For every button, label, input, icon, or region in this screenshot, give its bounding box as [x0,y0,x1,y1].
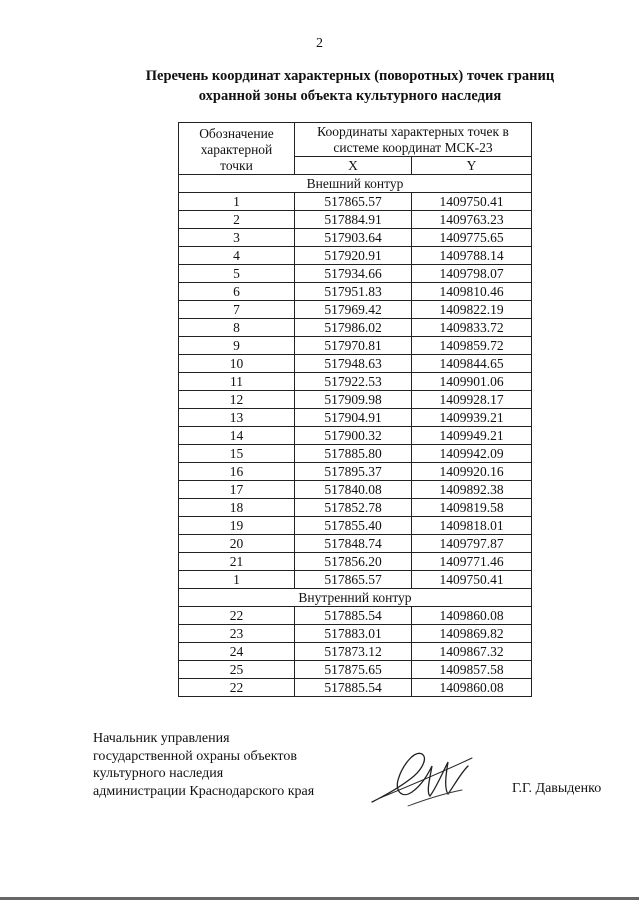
table-row [179,265,532,283]
y-coordinate-cell: 1409939.21 [412,409,532,427]
position-line: администрации Краснодарского края [93,783,315,799]
table-row [179,211,532,229]
x-coordinate-cell: 517883.01 [295,625,412,643]
table-row [179,247,532,265]
point-number-cell: 21 [179,553,295,571]
point-number-cell: 4 [179,247,295,265]
x-coordinate-cell: 517903.64 [295,229,412,247]
x-coordinate-cell: 517840.08 [295,481,412,499]
table-row [179,517,532,535]
title-line-2: охранной зоны объекта культурного наследия [198,88,502,104]
x-coordinate-cell: 517875.65 [295,661,412,679]
table-row [179,427,532,445]
point-number-cell: 16 [179,463,295,481]
table-row [179,193,532,211]
point-number-cell: 12 [179,391,295,409]
x-coordinate-cell: 517934.66 [295,265,412,283]
col1-header-line: Обозначение [199,126,274,141]
y-coordinate-cell: 1409892.38 [412,481,532,499]
x-coordinate-cell: 517856.20 [295,553,412,571]
point-number-cell: 3 [179,229,295,247]
table-row [179,463,532,481]
table-row [179,661,532,679]
y-coordinate-cell: 1409775.65 [412,229,532,247]
point-number-cell: 14 [179,427,295,445]
x-coordinate-cell: 517986.02 [295,319,412,337]
table-row [179,481,532,499]
x-coordinate-cell: 517920.91 [295,247,412,265]
point-number-cell: 18 [179,499,295,517]
point-number-cell: 22 [179,607,295,625]
x-coordinate-cell: 517904.91 [295,409,412,427]
document-title [60,66,639,106]
y-coordinate-cell: 1409771.46 [412,553,532,571]
y-coordinate-cell: 1409833.72 [412,319,532,337]
x-coordinate-cell: 517900.32 [295,427,412,445]
table-row [179,355,532,373]
table-row [179,409,532,427]
y-coordinate-cell: 1409819.58 [412,499,532,517]
table-row [179,553,532,571]
y-coordinate-cell: 1409859.72 [412,337,532,355]
page-number: 2 [316,36,323,51]
point-number-cell: 5 [179,265,295,283]
section-title: Внутренний контур [179,589,532,607]
table-row [179,373,532,391]
x-coordinate-cell: 517885.54 [295,607,412,625]
x-coordinate-cell: 517852.78 [295,499,412,517]
y-coordinate-cell: 1409822.19 [412,301,532,319]
x-coordinate-cell: 517885.54 [295,679,412,697]
y-coordinate-cell: 1409920.16 [412,463,532,481]
point-number-cell: 8 [179,319,295,337]
table-row [179,319,532,337]
point-number-cell: 11 [179,373,295,391]
group-header-line: системе координат МСК-23 [333,140,493,155]
y-coordinate-cell: 1409788.14 [412,247,532,265]
table-row [179,571,532,589]
table-row [179,607,532,625]
x-coordinate-cell: 517909.98 [295,391,412,409]
x-coordinate-cell: 517969.42 [295,301,412,319]
table-row [179,301,532,319]
point-number-cell: 24 [179,643,295,661]
x-coordinate-cell: 517884.91 [295,211,412,229]
point-number-cell: 9 [179,337,295,355]
y-coordinate-cell: 1409818.01 [412,517,532,535]
table-row [179,499,532,517]
point-number-cell: 17 [179,481,295,499]
section-header-row [179,589,532,607]
x-coordinate-cell: 517873.12 [295,643,412,661]
point-number-cell: 1 [179,193,295,211]
y-coordinate-cell: 1409798.07 [412,265,532,283]
y-coordinate-cell: 1409860.08 [412,679,532,697]
x-column-header: X [295,157,412,175]
y-coordinate-cell: 1409750.41 [412,571,532,589]
point-number-cell: 10 [179,355,295,373]
table-row [179,391,532,409]
table-row [179,535,532,553]
x-coordinate-cell: 517855.40 [295,517,412,535]
x-coordinate-cell: 517885.80 [295,445,412,463]
x-coordinate-cell: 517922.53 [295,373,412,391]
x-coordinate-cell: 517948.63 [295,355,412,373]
point-designation-header [179,123,295,175]
table-row [179,625,532,643]
y-coordinate-cell: 1409810.46 [412,283,532,301]
point-number-cell: 22 [179,679,295,697]
title-line-1: Перечень координат характерных (поворотных) точек границ [145,68,555,84]
signature-position-block [93,730,314,800]
y-coordinate-cell: 1409857.58 [412,661,532,679]
x-coordinate-cell: 517865.57 [295,571,412,589]
point-number-cell: 1 [179,571,295,589]
position-line: Начальник управления [93,731,230,746]
y-coordinate-cell: 1409763.23 [412,211,532,229]
point-number-cell: 19 [179,517,295,535]
x-coordinate-cell: 517951.83 [295,283,412,301]
y-coordinate-cell: 1409844.65 [412,355,532,373]
y-coordinate-cell: 1409869.82 [412,625,532,643]
x-coordinate-cell: 517865.57 [295,193,412,211]
table-row [179,229,532,247]
point-number-cell: 15 [179,445,295,463]
page-bottom-edge [0,897,639,900]
y-column-header: Y [412,157,532,175]
section-title: Внешний контур [179,175,532,193]
point-number-cell: 7 [179,301,295,319]
handwritten-signature [368,744,478,814]
x-coordinate-cell: 517895.37 [295,463,412,481]
table-row [179,679,532,697]
y-coordinate-cell: 1409901.06 [412,373,532,391]
y-coordinate-cell: 1409797.87 [412,535,532,553]
section-header-row [179,175,532,193]
point-number-cell: 20 [179,535,295,553]
group-header-line: Координаты характерных точек в [317,124,509,139]
x-coordinate-cell: 517848.74 [295,535,412,553]
signatory-name: Г.Г. Давыденко [512,781,602,796]
table-row [179,283,532,301]
point-number-cell: 25 [179,661,295,679]
y-coordinate-cell: 1409860.08 [412,607,532,625]
point-number-cell: 13 [179,409,295,427]
position-line: государственной охраны объектов [93,748,297,764]
y-coordinate-cell: 1409867.32 [412,643,532,661]
coordinates-group-header [295,123,532,157]
x-coordinate-cell: 517970.81 [295,337,412,355]
position-line: культурного наследия [93,766,224,781]
table-row [179,337,532,355]
point-number-cell: 23 [179,625,295,643]
point-number-cell: 2 [179,211,295,229]
y-coordinate-cell: 1409750.41 [412,193,532,211]
col1-header-line: точки [220,158,253,173]
col1-header-line: характерной [200,142,273,157]
coordinates-table [178,122,532,697]
point-number-cell: 6 [179,283,295,301]
y-coordinate-cell: 1409942.09 [412,445,532,463]
table-row [179,445,532,463]
y-coordinate-cell: 1409928.17 [412,391,532,409]
y-coordinate-cell: 1409949.21 [412,427,532,445]
table-row [179,643,532,661]
